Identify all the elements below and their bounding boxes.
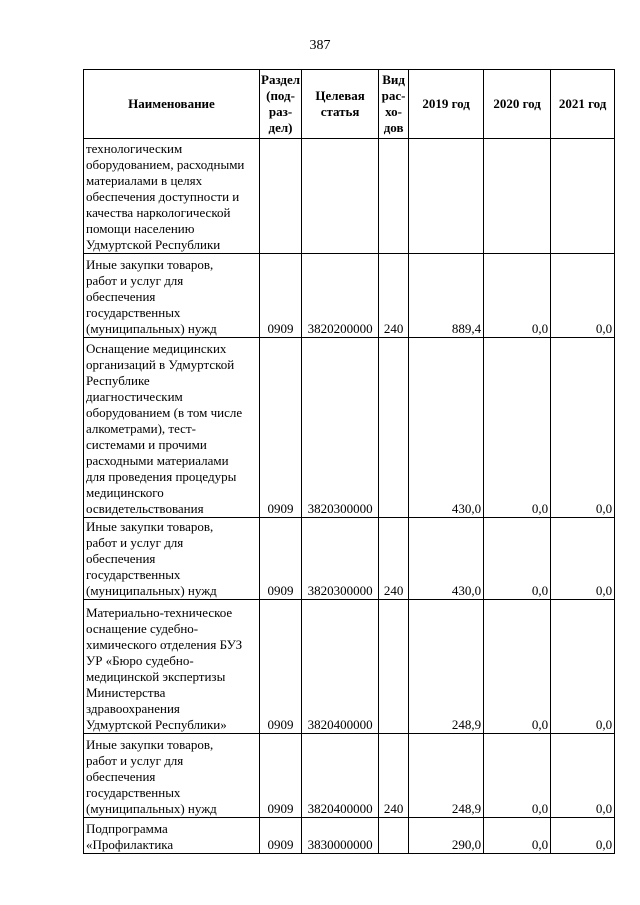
row-name: Иные закупки товаров, работ и услуг для обеспечения государственных (муниципальных) нужд	[84, 518, 260, 600]
row-2020: 0,0	[484, 734, 551, 818]
row-2020: 0,0	[484, 338, 551, 518]
table-row	[84, 818, 615, 854]
row-section: 0909	[260, 818, 302, 854]
row-expense-type	[379, 818, 409, 854]
row-name: Иные закупки товаров, работ и услуг для обеспечения государственных (муниципальных) нужд	[84, 734, 260, 818]
row-2019	[409, 139, 484, 254]
row-2020: 0,0	[484, 254, 551, 338]
row-section: 0909	[260, 518, 302, 600]
row-2021: 0,0	[551, 818, 615, 854]
row-2019: 430,0	[409, 518, 484, 600]
row-2021: 0,0	[551, 518, 615, 600]
budget-table	[83, 69, 615, 854]
row-target: 3820400000	[302, 600, 379, 734]
row-2021: 0,0	[551, 254, 615, 338]
row-name: Оснащение медицинских организаций в Удмуртской Республике диагностическим оборудованием (в том числе алкометрами), тест- системами и прочими расходными материалами для проведения процедуры медицинского освидетельствования	[84, 338, 260, 518]
row-expense-type: 240	[379, 518, 409, 600]
row-2020	[484, 139, 551, 254]
row-2021: 0,0	[551, 734, 615, 818]
header-expense-type: Вид рас- хо- дов	[379, 70, 409, 139]
row-expense-type	[379, 338, 409, 518]
row-expense-type	[379, 600, 409, 734]
row-section: 0909	[260, 338, 302, 518]
header-2020: 2020 год	[484, 70, 551, 139]
table-row	[84, 734, 615, 818]
row-section: 0909	[260, 734, 302, 818]
table-row	[84, 600, 615, 734]
row-section	[260, 139, 302, 254]
table-row	[84, 338, 615, 518]
row-name: Иные закупки товаров, работ и услуг для обеспечения государственных (муниципальных) нужд	[84, 254, 260, 338]
row-2019: 248,9	[409, 734, 484, 818]
row-2020: 0,0	[484, 518, 551, 600]
row-section: 0909	[260, 600, 302, 734]
table-header-row	[84, 70, 615, 139]
row-name: Материально-техническое оснащение судебно- химического отделения БУЗ УР «Бюро судебно- медицинской экспертизы Министерства здравоохранения Удмуртской Республики»	[84, 600, 260, 734]
table-row	[84, 139, 615, 254]
header-target: Целевая статья	[302, 70, 379, 139]
row-target: 3830000000	[302, 818, 379, 854]
header-section: Раздел (под- раз- дел)	[260, 70, 302, 139]
row-target: 3820300000	[302, 338, 379, 518]
row-expense-type: 240	[379, 254, 409, 338]
table-row	[84, 518, 615, 600]
row-2020: 0,0	[484, 818, 551, 854]
header-name: Наименование	[84, 70, 260, 139]
row-2021: 0,0	[551, 600, 615, 734]
row-name: технологическим оборудованием, расходными материалами в целях обеспечения доступности и качества наркологической помощи населению Удмуртской Республики	[84, 139, 260, 254]
row-2020: 0,0	[484, 600, 551, 734]
row-2019: 889,4	[409, 254, 484, 338]
row-target: 3820400000	[302, 734, 379, 818]
row-expense-type	[379, 139, 409, 254]
header-2019: 2019 год	[409, 70, 484, 139]
row-2021: 0,0	[551, 338, 615, 518]
header-2021: 2021 год	[551, 70, 615, 139]
row-name: Подпрограмма «Профилактика	[84, 818, 260, 854]
row-target: 3820200000	[302, 254, 379, 338]
row-2019: 248,9	[409, 600, 484, 734]
row-section: 0909	[260, 254, 302, 338]
row-2019: 290,0	[409, 818, 484, 854]
row-target: 3820300000	[302, 518, 379, 600]
page-number: 387	[309, 38, 331, 53]
row-target	[302, 139, 379, 254]
row-2021	[551, 139, 615, 254]
table-row	[84, 254, 615, 338]
row-2019: 430,0	[409, 338, 484, 518]
row-expense-type: 240	[379, 734, 409, 818]
